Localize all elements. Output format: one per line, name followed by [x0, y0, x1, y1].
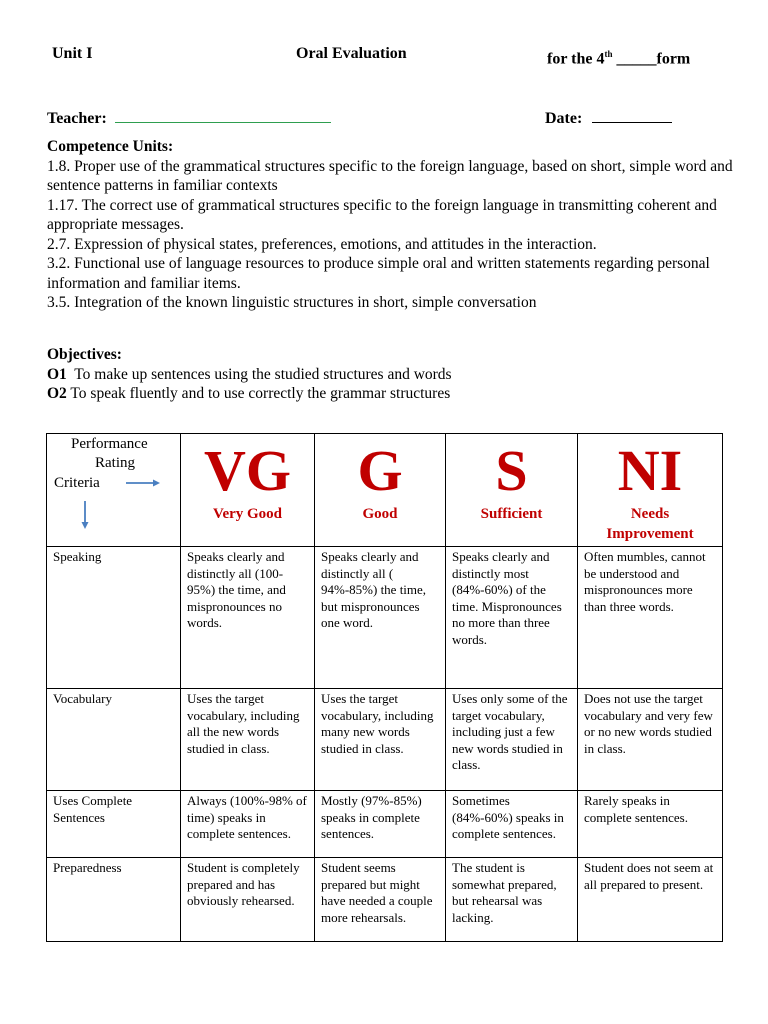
rubric-row-vocabulary	[47, 689, 723, 791]
corner-criteria: Criteria	[54, 475, 100, 491]
corner-performance: Performance	[71, 436, 148, 452]
rating-header-g	[315, 434, 446, 547]
rating-label: Very Good	[212, 506, 283, 522]
corner-rating: Rating	[95, 455, 135, 471]
date-label: Date:	[545, 110, 583, 127]
form-label	[547, 45, 690, 68]
competence-item: 1.17. The correct use of grammatical structures specific to the foreign language in transmitting coherent and appropriate messages.	[47, 196, 717, 233]
form-blank[interactable]: _____	[616, 50, 657, 68]
teacher-input-line[interactable]	[115, 107, 331, 123]
rubric-row-speaking	[47, 547, 723, 689]
competence-item: 3.5. Integration of the known linguistic structures in short, simple conversation	[47, 294, 537, 311]
unit-label: Unit I	[52, 45, 93, 62]
objective-item	[47, 365, 737, 385]
rubric-row-preparedness	[47, 858, 723, 942]
rubric-row-complete-sentences	[47, 791, 723, 858]
rating-header-vg	[181, 434, 315, 547]
rating-header-s	[446, 434, 578, 547]
rating-label: Needs Improvement	[606, 506, 694, 542]
page-title: Oral Evaluation	[296, 45, 407, 62]
descriptor-cell: Uses the target vocabulary, including many new words studied in class.	[315, 689, 446, 791]
competence-section	[47, 137, 737, 313]
competence-heading: Competence Units:	[47, 138, 174, 155]
descriptor-cell: Does not use the target vocabulary and very few or no new words studied in class.	[578, 689, 723, 791]
descriptor-cell: Often mumbles, cannot be understood and mispronounces more than three words.	[578, 547, 723, 689]
criterion-cell: Uses Complete Sentences	[47, 791, 181, 858]
rating-label: Good	[362, 506, 398, 522]
descriptor-cell: Rarely speaks in complete sentences.	[578, 791, 723, 858]
objective-text: To make up sentences using the studied structures and words	[74, 365, 452, 383]
descriptor-cell: Speaks clearly and distinctly most (84%-60%) of the time. Mispronounces no more than three words.	[446, 547, 578, 689]
competence-item: 3.2. Functional use of language resources to produce simple oral and written statements regarding personal information and familiar items.	[47, 255, 710, 292]
rating-label: Sufficient	[480, 506, 543, 522]
rubric-corner-cell	[47, 434, 181, 547]
objective-text: To speak fluently and to use correctly the grammar structures	[70, 385, 451, 402]
descriptor-cell: Student seems prepared but might have needed a couple more rehearsals.	[315, 858, 446, 942]
descriptor-cell: Mostly (97%-85%) speaks in complete sentences.	[315, 791, 446, 858]
criterion-cell: Speaking	[47, 547, 181, 689]
rating-header-ni	[578, 434, 723, 547]
descriptor-cell: Speaks clearly and distinctly all ( 94%-85%) the time, but mispronounces one word.	[315, 547, 446, 689]
objectives-heading: Objectives:	[47, 346, 122, 363]
objective-item	[47, 384, 737, 404]
rubric-table	[46, 433, 723, 942]
descriptor-cell: Speaks clearly and distinctly all (100-95%) the time, and mispronounces no words.	[181, 547, 315, 689]
criterion-cell: Vocabulary	[47, 689, 181, 791]
objective-code: O2	[47, 385, 67, 402]
descriptor-cell: Sometimes (84%-60%) speaks in complete sentences.	[446, 791, 578, 858]
objectives-section	[47, 345, 737, 404]
descriptor-cell: Uses the target vocabulary, including all the new words studied in class.	[181, 689, 315, 791]
rating-abbr: G	[357, 438, 403, 503]
competence-item: 2.7. Expression of physical states, preferences, emotions, and attitudes in the interaction.	[47, 235, 597, 253]
teacher-label: Teacher:	[47, 110, 107, 127]
date-field	[545, 107, 672, 128]
form-suffix: form	[656, 50, 691, 68]
descriptor-cell: The student is somewhat prepared, but rehearsal was lacking.	[446, 858, 578, 942]
criterion-cell: Preparedness	[47, 858, 181, 942]
teacher-field	[47, 107, 331, 128]
descriptor-cell: Always (100%-98% of time) speaks in complete sentences.	[181, 791, 315, 858]
rubric-header-row	[47, 434, 723, 547]
descriptor-cell: Student does not seem at all prepared to present.	[578, 858, 723, 942]
date-input-line[interactable]	[592, 107, 672, 123]
form-prefix: for the 4	[547, 50, 605, 68]
rating-abbr: S	[495, 438, 528, 503]
form-sup: th	[604, 49, 613, 59]
arrow-down-icon	[81, 501, 89, 529]
descriptor-cell: Student is completely prepared and has obviously rehearsed.	[181, 858, 315, 942]
arrow-right-icon	[126, 479, 160, 487]
competence-item: 1.8. Proper use of the grammatical structures specific to the foreign language, based on short, simple word and sentence patterns in familiar contexts	[47, 157, 733, 194]
objective-code: O1	[47, 365, 67, 383]
rating-abbr: VG	[204, 438, 291, 503]
descriptor-cell: Uses only some of the target vocabulary, including just a few new words studied in class.	[446, 689, 578, 791]
rating-abbr: NI	[617, 438, 683, 503]
